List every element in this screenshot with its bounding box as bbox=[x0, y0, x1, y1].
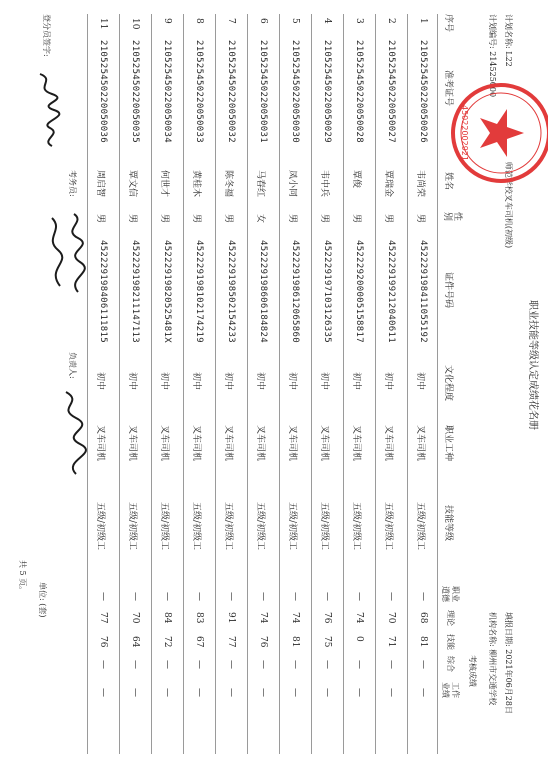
cell-work: — bbox=[322, 688, 332, 697]
cell-moral: — bbox=[130, 592, 140, 601]
cell-ticket: 210525450220050035 bbox=[130, 40, 140, 143]
cell-skill: 77 bbox=[226, 636, 236, 648]
cell-edu: 初中 bbox=[287, 372, 297, 391]
header-gender: 性别 bbox=[442, 212, 462, 222]
cell-skill: 81 bbox=[418, 636, 428, 648]
cell-job: 叉车司机 bbox=[351, 425, 361, 462]
cell-edu: 初中 bbox=[415, 372, 425, 391]
org-name: 机构名称: 柳州市交通学校 bbox=[488, 612, 497, 706]
cell-gender: 男 bbox=[191, 214, 201, 224]
row-divider bbox=[215, 14, 216, 754]
cell-overall: — bbox=[130, 660, 140, 669]
cell-ticket: 210525450220050027 bbox=[386, 40, 396, 143]
cell-work: — bbox=[418, 688, 428, 697]
cell-edu: 初中 bbox=[159, 372, 169, 391]
cell-skill: 75 bbox=[322, 636, 332, 648]
cell-theory: 74 bbox=[290, 612, 300, 624]
cell-moral: — bbox=[322, 592, 332, 601]
cell-moral: — bbox=[290, 592, 300, 601]
row-divider bbox=[375, 14, 376, 754]
cell-moral: — bbox=[386, 592, 396, 601]
cell-job: 叉车司机 bbox=[383, 425, 393, 462]
cell-moral: — bbox=[162, 592, 172, 601]
cell-level: 五级/初级工 bbox=[319, 502, 329, 551]
header-divider bbox=[437, 14, 438, 754]
unit-label: 单位: (套) bbox=[38, 582, 47, 618]
cell-name: 马春红 bbox=[255, 170, 265, 198]
header-education: 文化程度 bbox=[443, 365, 453, 402]
cell-job: 叉车司机 bbox=[159, 425, 169, 462]
cell-overall: — bbox=[258, 660, 268, 669]
cell-overall: — bbox=[226, 660, 236, 669]
cell-ticket: 210525450220050033 bbox=[194, 40, 204, 143]
cell-gender: 男 bbox=[415, 214, 425, 224]
examiner-signature bbox=[38, 208, 88, 298]
cell-name: 凤小同 bbox=[287, 170, 297, 198]
cell-work: — bbox=[226, 688, 236, 697]
examiner-label: 考务员: bbox=[68, 170, 77, 197]
header-ticket: 准考证号 bbox=[443, 70, 453, 107]
cell-edu: 初中 bbox=[127, 372, 137, 391]
row-divider bbox=[311, 14, 312, 754]
cell-moral: — bbox=[354, 592, 364, 601]
cell-job: 叉车司机 bbox=[191, 425, 201, 462]
cell-skill: 71 bbox=[386, 636, 396, 648]
cell-gender: 男 bbox=[351, 214, 361, 224]
page-count: 共 5 页。 bbox=[18, 560, 27, 595]
cell-overall: — bbox=[354, 660, 364, 669]
header-work: 工作业绩 bbox=[441, 682, 460, 698]
cell-edu: 初中 bbox=[95, 372, 105, 391]
cell-moral: — bbox=[418, 592, 428, 601]
cell-level: 五级/初级工 bbox=[191, 502, 201, 551]
header-theory: 理论 bbox=[446, 610, 455, 626]
cell-overall: — bbox=[162, 660, 172, 669]
document-title: 职业技能等级认定成绩花名册 bbox=[527, 300, 538, 430]
cell-job: 叉车司机 bbox=[415, 425, 425, 462]
cell-overall: — bbox=[322, 660, 332, 669]
cell-theory: 74 bbox=[258, 612, 268, 624]
cell-ticket: 210525450220050026 bbox=[418, 40, 428, 143]
plan-name-suffix: 师范学校叉车司机(初级) bbox=[504, 161, 513, 249]
cell-gender: 男 bbox=[319, 214, 329, 224]
cell-theory: 84 bbox=[162, 612, 172, 624]
cell-seq: 2 bbox=[386, 18, 396, 24]
cell-moral: — bbox=[98, 592, 108, 601]
registrar-label: 登分员签字: bbox=[42, 14, 51, 57]
header-id: 证件号码 bbox=[443, 272, 453, 309]
cell-id: 452229198102174219 bbox=[194, 240, 204, 343]
cell-theory: 70 bbox=[386, 612, 396, 624]
cell-work: — bbox=[354, 688, 364, 697]
cell-id: 45222919820525481X bbox=[162, 240, 172, 343]
cell-job: 叉车司机 bbox=[319, 425, 329, 462]
row-divider bbox=[247, 14, 248, 754]
supervisor-signature bbox=[46, 388, 90, 478]
cell-name: 何世才 bbox=[159, 170, 169, 198]
cell-gender: 男 bbox=[127, 214, 137, 224]
cell-edu: 初中 bbox=[351, 372, 361, 391]
cell-theory: 70 bbox=[130, 612, 140, 624]
cell-work: — bbox=[162, 688, 172, 697]
cell-level: 五级/初级工 bbox=[351, 502, 361, 551]
cell-gender: 男 bbox=[223, 214, 233, 224]
cell-skill: 0 bbox=[354, 636, 364, 642]
cell-gender: 女 bbox=[255, 214, 265, 224]
cell-seq: 3 bbox=[354, 18, 364, 24]
fill-date: 填报日期: 2021年06月28日 bbox=[504, 612, 513, 714]
cell-skill: 72 bbox=[162, 636, 172, 648]
plan-number-value: 214525000 bbox=[488, 51, 497, 98]
cell-job: 叉车司机 bbox=[95, 425, 105, 462]
header-job: 职业工种 bbox=[443, 425, 453, 462]
cell-level: 五级/初级工 bbox=[95, 502, 105, 551]
header-scores-group: 考核成绩 bbox=[468, 655, 477, 687]
cell-skill: 76 bbox=[98, 636, 108, 648]
cell-gender: 男 bbox=[95, 214, 105, 224]
cell-ticket: 210525450220050029 bbox=[322, 40, 332, 143]
cell-seq: 5 bbox=[290, 18, 300, 24]
cell-theory: 76 bbox=[322, 612, 332, 624]
cell-overall: — bbox=[418, 660, 428, 669]
cell-gender: 男 bbox=[383, 214, 393, 224]
cell-seq: 9 bbox=[162, 18, 172, 24]
cell-name: 覃文信 bbox=[127, 170, 137, 198]
cell-theory: 83 bbox=[194, 612, 204, 624]
row-divider bbox=[119, 14, 120, 754]
cell-skill: 64 bbox=[130, 636, 140, 648]
row-divider bbox=[279, 14, 280, 754]
cell-seq: 7 bbox=[226, 18, 236, 24]
plan-name-label: 计划名称: bbox=[504, 14, 513, 49]
cell-work: — bbox=[290, 688, 300, 697]
cell-edu: 初中 bbox=[191, 372, 201, 391]
row-divider bbox=[183, 14, 184, 754]
cell-edu: 初中 bbox=[383, 372, 393, 391]
cell-seq: 1 bbox=[418, 18, 428, 24]
cell-theory: 68 bbox=[418, 612, 428, 624]
cell-gender: 男 bbox=[159, 214, 169, 224]
header-seq: 序号 bbox=[443, 14, 453, 33]
cell-id: 452229198612065860 bbox=[290, 240, 300, 343]
cell-name: 周启智 bbox=[95, 170, 105, 198]
header-level: 技能等级 bbox=[443, 505, 453, 542]
cell-seq: 8 bbox=[194, 18, 204, 24]
cell-edu: 初中 bbox=[255, 372, 265, 391]
plan-number-label: 计划编号: bbox=[488, 14, 497, 49]
cell-level: 五级/初级工 bbox=[383, 502, 393, 551]
row-divider bbox=[151, 14, 152, 754]
cell-work: — bbox=[98, 688, 108, 697]
cell-moral: — bbox=[226, 592, 236, 601]
cell-id: 452229199212040611 bbox=[386, 240, 396, 343]
cell-id: 452229198502154233 bbox=[226, 240, 236, 343]
header-moral: 职业道德 bbox=[441, 586, 460, 602]
cell-theory: 91 bbox=[226, 612, 236, 624]
header-skill: 技能 bbox=[446, 634, 455, 650]
cell-id: 452229200005158817 bbox=[354, 240, 364, 343]
cell-name: 覃瑞金 bbox=[383, 170, 393, 198]
cell-id: 452229198411055192 bbox=[418, 240, 428, 343]
cell-theory: 74 bbox=[354, 612, 364, 624]
cell-edu: 初中 bbox=[319, 372, 329, 391]
cell-seq: 10 bbox=[130, 18, 140, 30]
cell-skill: 81 bbox=[290, 636, 300, 648]
cell-ticket: 210525450220050036 bbox=[98, 40, 108, 143]
cell-ticket: 210525450220050030 bbox=[290, 40, 300, 143]
cell-name: 韦尚荣 bbox=[415, 170, 425, 198]
cell-job: 叉车司机 bbox=[223, 425, 233, 462]
row-divider bbox=[407, 14, 408, 754]
cell-id: 452229198406111815 bbox=[98, 240, 108, 343]
cell-overall: — bbox=[194, 660, 204, 669]
cell-ticket: 210525450220050031 bbox=[258, 40, 268, 143]
cell-overall: — bbox=[290, 660, 300, 669]
supervisor-label: 负责人: bbox=[68, 352, 77, 379]
cell-work: — bbox=[194, 688, 204, 697]
cell-gender: 男 bbox=[287, 214, 297, 224]
cell-seq: 4 bbox=[322, 18, 332, 24]
cell-ticket: 210525450220050032 bbox=[226, 40, 236, 143]
row-divider bbox=[87, 14, 88, 754]
svg-text:45022002921: 45022002921 bbox=[460, 105, 469, 161]
official-seal bbox=[446, 78, 548, 188]
cell-job: 叉车司机 bbox=[255, 425, 265, 462]
cell-name: 陈冬福 bbox=[223, 170, 233, 198]
cell-ticket: 210525450220050028 bbox=[354, 40, 364, 143]
cell-level: 五级/初级工 bbox=[127, 502, 137, 551]
cell-work: — bbox=[130, 688, 140, 697]
cell-name: 覃俊 bbox=[351, 170, 361, 189]
row-divider bbox=[343, 14, 344, 754]
cell-name: 黄桂木 bbox=[191, 170, 201, 198]
header-overall: 综合 bbox=[446, 656, 455, 672]
cell-level: 五级/初级工 bbox=[223, 502, 233, 551]
cell-name: 韦中兵 bbox=[319, 170, 329, 198]
cell-skill: 76 bbox=[258, 636, 268, 648]
cell-skill: 67 bbox=[194, 636, 204, 648]
cell-overall: — bbox=[98, 660, 108, 669]
cell-ticket: 210525450220050034 bbox=[162, 40, 172, 143]
cell-id: 452229198211147113 bbox=[130, 240, 140, 343]
cell-job: 叉车司机 bbox=[287, 425, 297, 462]
plan-name-value: L22 bbox=[504, 51, 513, 67]
header-name: 姓名 bbox=[443, 172, 453, 191]
cell-seq: 6 bbox=[258, 18, 268, 24]
cell-level: 五级/初级工 bbox=[287, 502, 297, 551]
cell-moral: — bbox=[258, 592, 268, 601]
cell-level: 五级/初级工 bbox=[415, 502, 425, 551]
cell-level: 五级/初级工 bbox=[255, 502, 265, 551]
cell-work: — bbox=[258, 688, 268, 697]
cell-edu: 初中 bbox=[223, 372, 233, 391]
cell-id: 452229197103126335 bbox=[322, 240, 332, 343]
cell-seq: 11 bbox=[98, 18, 108, 30]
cell-id: 452229198606184824 bbox=[258, 240, 268, 343]
cell-level: 五级/初级工 bbox=[159, 502, 169, 551]
cell-work: — bbox=[386, 688, 396, 697]
registrar-signature bbox=[26, 70, 62, 150]
cell-job: 叉车司机 bbox=[127, 425, 137, 462]
cell-theory: 77 bbox=[98, 612, 108, 624]
cell-moral: — bbox=[194, 592, 204, 601]
cell-overall: — bbox=[386, 660, 396, 669]
